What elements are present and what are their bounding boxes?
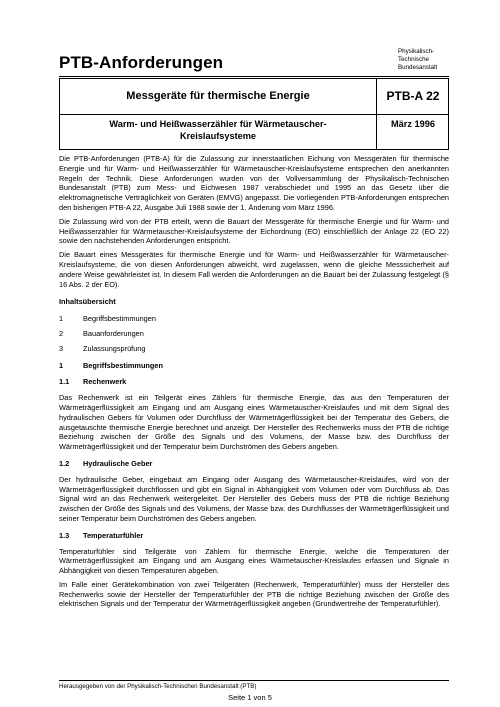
section-number: 1.3	[59, 530, 70, 540]
page-number: Seite 1 von 5	[228, 693, 272, 702]
intro-paragraph: Die Bauart eines Messgerätes für thermische Energie und für Warm- und Heißwasserzähler für Wärmetauscher-Kreislaufsysteme, die von diesen Anforderungen abweicht, wird zugelassen, wenn die gleiche Messsicherheit auf andere Weise gewährleistet ist. In diesem Fall werden die Anforderungen an die Bauart bei der Zulassung festgelegt (§ 16 Abs. 2 der EO).	[59, 250, 449, 289]
section-title: Hydraulische Geber	[83, 458, 153, 468]
subsection-heading	[59, 459, 449, 469]
document-date: März 1996	[391, 119, 435, 129]
toc-item-label: Zulassungsprüfung	[83, 343, 146, 353]
document-body	[59, 154, 449, 613]
subtitle-line: Warm- und Heißwasserzähler für Wärmetauscher-	[109, 119, 327, 129]
document-code: PTB-A 22	[386, 89, 440, 103]
body-paragraph: Der hydraulische Geber, eingebaut am Eingang oder Ausgang des Wärmetauscher-Kreislaufes, wird von der Wärmeträgerflüssigkeit durchflossen und gibt ein Signal in Abhängigkeit vom Volumen oder vom Durchfluss ab. Das Signal wird an das Rechenwerk weitergeleitet. Der Hersteller des Gebers muss der PTB die richtige Beziehung zwischen der Größe des Signals und des Volumens, der Masse bzw. des Durchflusses der Wärmeträgerflüssigkeit und seiner Temperatur beim Durchströmen des Gebers angeben.	[59, 474, 449, 523]
subtitle-line: Kreislaufsysteme	[179, 130, 257, 141]
body-paragraph: Temperaturfühler sind Teilgeräte von Zählern für thermische Energie, welche die Temperaturen der Wärmeträgerflüssigkeit am Eingang und am Ausgang eines Wärmetauscher-Kreislaufes erfassen und Signale in Abhängigkeit von diesen Temperaturen abgeben.	[59, 546, 449, 576]
toc-item-number: 1	[59, 314, 64, 324]
section-title: Rechenwerk	[83, 377, 127, 387]
intro-paragraph: Die Zulassung wird von der PTB erteilt, wenn die Bauart der Messgeräte für thermische Energie und für Warm- und Heißwasserzähler für Wärmetauscher-Kreislaufsysteme der Eichordnung (EO) einschließlich der Anlage 22 (EO 22) sowie den nachstehenden Anforderungen entspricht.	[59, 216, 449, 246]
toc-item	[59, 314, 449, 324]
table-horizontal-divider	[60, 114, 448, 115]
document-title: PTB-Anforderungen	[59, 53, 224, 72]
intro-paragraph: Die PTB-Anforderungen (PTB-A) für die Zulassung zur innerstaatlichen Eichung von Messgeräten für thermische Energie und für Warm- und Heißwasserzähler für Wärmetauscher-Kreislaufsysteme entsprechen den anerkannten Regeln der Technik. Diese Anforderungen wurden von der Vollversammlung der Physikalisch-Technischen Bundesanstalt (PTB) zum Mess- und Eichwesen 1987 verabschiedet und 1995 an das Gesetz über die elektromagnetische Verträglichkeit von Geräten (EMVG) angepasst. Die vorliegenden PTB-Anforderungen entsprechen den bisherigen PTB-A 22, Ausgabe Juli 1988 sowie der 1. Änderung vom März 1996.	[59, 154, 449, 212]
subsection-heading	[59, 531, 449, 541]
table-title: Messgeräte für thermische Energie	[126, 90, 310, 102]
section-number: 1	[59, 360, 64, 370]
footer-publisher-note: Herausgegeben von der Physikalisch-Technischen Bundesanstalt (PTB)	[59, 683, 257, 690]
publisher-line: Physikalisch-	[398, 48, 435, 55]
header-table	[59, 78, 449, 150]
body-paragraph: Das Rechenwerk ist ein Teilgerät eines Zählers für thermische Energie, das aus den Temperaturen der Wärmeträgerflüssigkeit am Eingang und am Ausgang eines Wärmetauscher-Kreislaufes und mit dem Signal des hydraulischen Gebers für Volumen oder Durchfluss der Wärmeträgerflüssigkeit bei der Temperatur des Gebers, die ausgetauschte thermische Energie berechnet und anzeigt. Der Hersteller des Rechenwerks muss der PTB die richtige Beziehung zwischen der Größe des Signals und des Volumens, der Masse bzw. des Durchfluss der Wärmeträgerflüssigkeit und der Temperatur beim Durchströmen des Gebers angeben.	[59, 393, 449, 452]
table-subtitle	[60, 119, 376, 142]
publisher-line: Bundesanstalt	[398, 64, 438, 71]
toc-item-label: Bauanforderungen	[83, 328, 144, 338]
section-number: 1.2	[59, 458, 70, 468]
body-paragraph: Im Falle einer Gerätekombination von zwei Teilgeräten (Rechenwerk, Temperaturfühler) muss der Hersteller des Rechenwerks sowie der Hersteller der Temperaturfühler der PTB die richtige Beziehung zwischen der Größe des elektrischen Signals und der Temperatur der Wärmeträgerflüssigkeit angeben (Grundwertreihe der Temperaturfühler).	[59, 579, 449, 609]
section-title: Temperaturfühler	[83, 530, 144, 540]
footer-divider	[59, 680, 449, 681]
toc-item-label: Begriffsbestimmungen	[83, 314, 156, 324]
publisher-name	[398, 48, 458, 72]
subsection-heading	[59, 377, 449, 387]
header-divider	[59, 76, 449, 77]
publisher-line: Technische	[398, 56, 429, 63]
section-number: 1.1	[59, 377, 70, 387]
toc-item	[59, 329, 449, 339]
section-title: Begriffsbestimmungen	[83, 360, 163, 370]
toc-heading: Inhaltsübersicht	[59, 297, 116, 307]
toc-item-number: 2	[59, 328, 64, 338]
toc-item	[59, 344, 449, 354]
toc-item-number: 3	[59, 343, 64, 353]
section-heading	[59, 361, 449, 371]
